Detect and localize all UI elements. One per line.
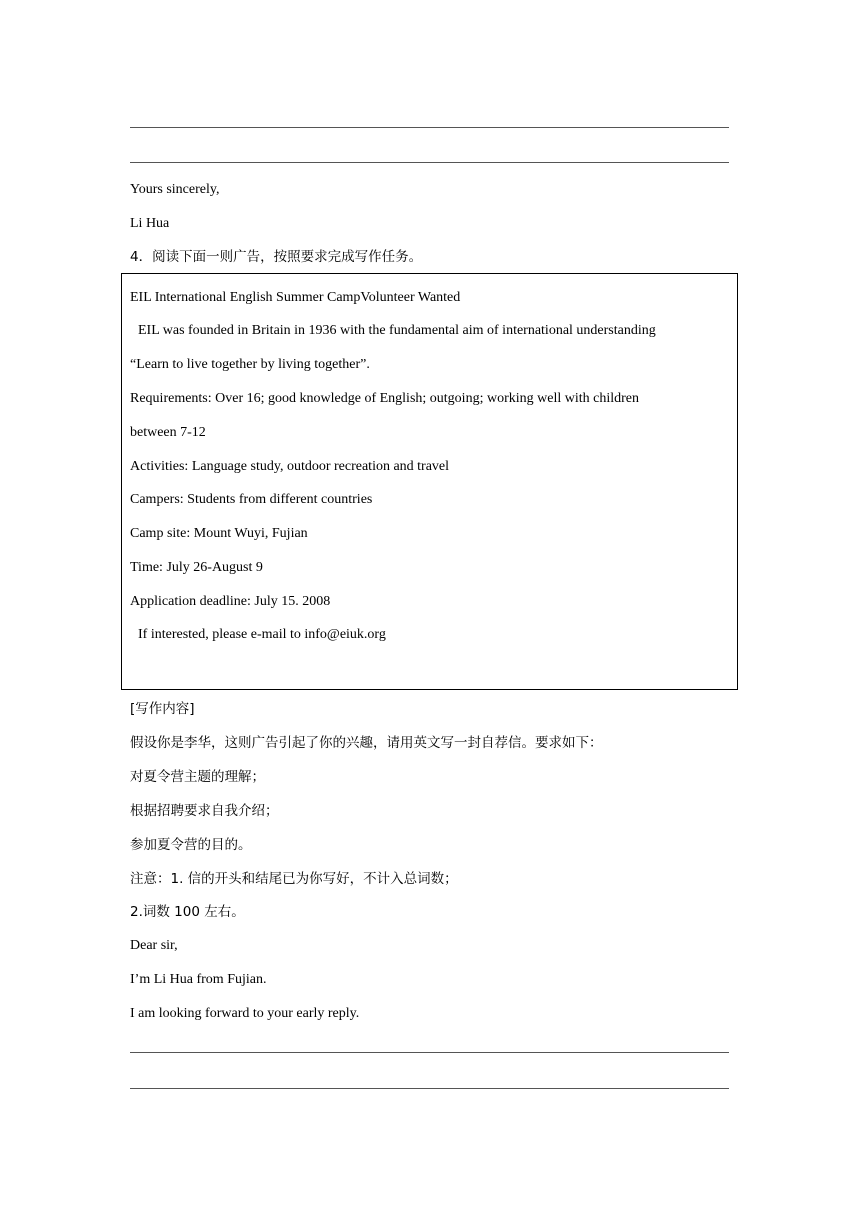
answer-line — [130, 162, 729, 163]
ad-requirements-line-2: between 7-12 — [130, 425, 206, 440]
answer-line — [130, 127, 729, 128]
ad-camp-site: Camp site: Mount Wuyi, Fujian — [130, 526, 308, 541]
answer-line — [130, 1052, 729, 1053]
writing-task-point-3: 参加夏令营的目的。 — [130, 837, 252, 853]
letter-closing: Yours sincerely, — [130, 182, 220, 197]
ad-title: EIL International English Summer CampVolunteer Wanted — [130, 290, 461, 305]
letter-closing-line: I am looking forward to your early reply. — [130, 1006, 360, 1021]
writing-task-note-1: 注意：1. 信的开头和结尾已为你写好，不计入总词数； — [130, 871, 458, 887]
ad-contact: If interested, please e-mail to info@eiuk.org — [138, 627, 386, 642]
writing-task-heading: [写作内容] — [130, 701, 195, 717]
writing-task-note-2: 2.词数 100 左右。 — [130, 904, 245, 920]
letter-opening: I’m Li Hua from Fujian. — [130, 972, 267, 987]
ad-time: Time: July 26-August 9 — [130, 560, 263, 575]
answer-line — [130, 1088, 729, 1089]
ad-intro-line-1: EIL was founded in Britain in 1936 with the fundamental aim of international understanding — [138, 323, 656, 338]
question-instruction: 4．阅读下面一则广告，按照要求完成写作任务。 — [130, 249, 423, 265]
letter-salutation: Dear sir, — [130, 938, 178, 953]
writing-task-point-1: 对夏令营主题的理解； — [130, 769, 265, 785]
writing-task-point-2: 根据招聘要求自我介绍； — [130, 803, 279, 819]
ad-activities: Activities: Language study, outdoor recreation and travel — [130, 459, 450, 474]
ad-intro-line-2: “Learn to live together by living together”. — [130, 357, 370, 372]
ad-campers: Campers: Students from different countries — [130, 492, 373, 507]
ad-requirements-line-1: Requirements: Over 16; good knowledge of English; outgoing; working well with children — [130, 391, 639, 406]
writing-task-prompt: 假设你是李华，这则广告引起了你的兴趣，请用英文写一封自荐信。要求如下： — [130, 735, 603, 751]
ad-deadline: Application deadline: July 15. 2008 — [130, 594, 331, 609]
letter-signature: Li Hua — [130, 216, 170, 231]
